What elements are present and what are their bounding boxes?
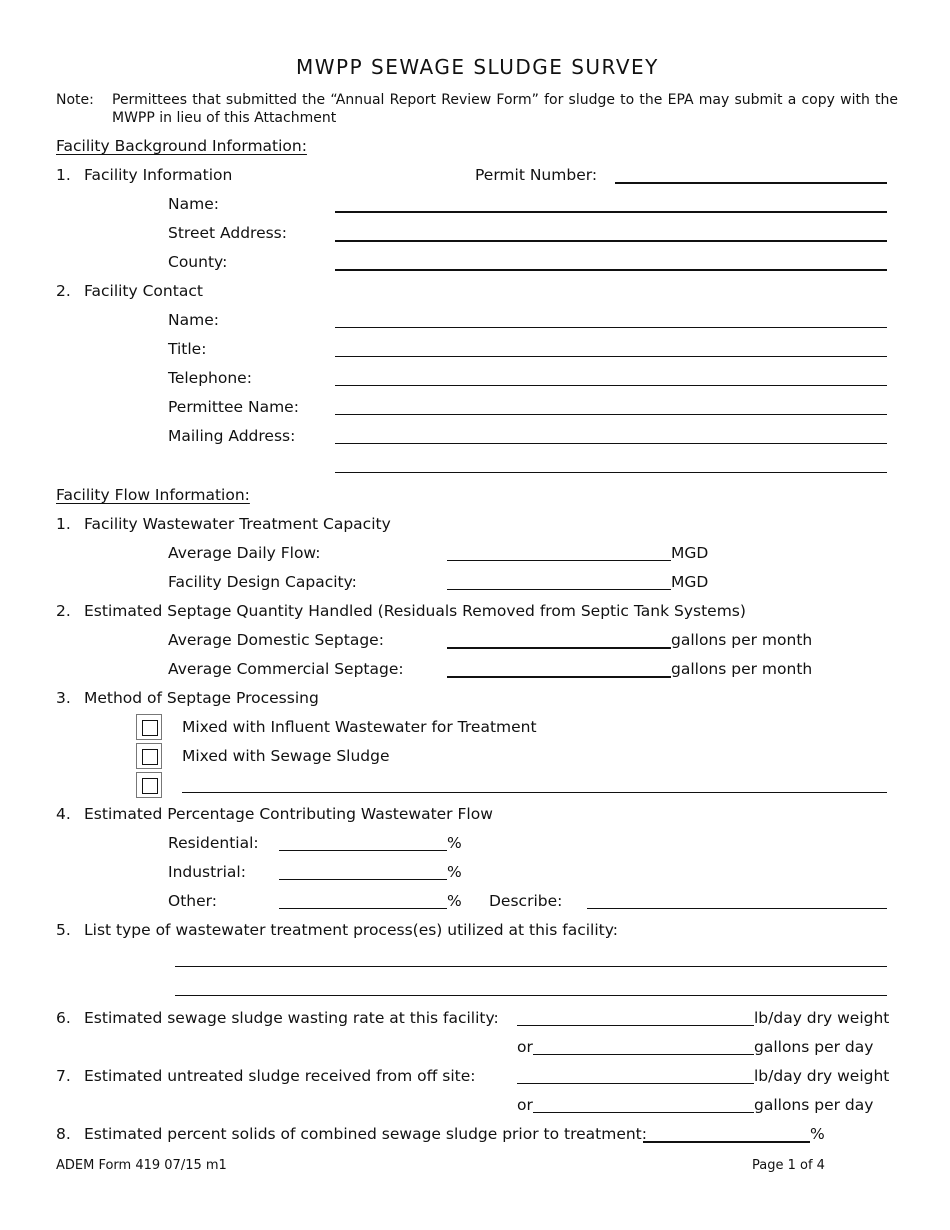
or-label: or <box>517 1038 533 1056</box>
item-number: 3. <box>56 689 71 707</box>
commercial-septage-label: Average Commercial Septage: <box>168 660 404 678</box>
offsite-sludge-volume-field[interactable] <box>533 1112 754 1113</box>
contact-title-field[interactable] <box>335 356 887 357</box>
domestic-septage-field[interactable] <box>447 647 671 649</box>
offsite-sludge-label: Estimated untreated sludge received from off site: <box>84 1067 476 1085</box>
item-number: 8. <box>56 1125 71 1143</box>
percent-sign: % <box>447 834 462 852</box>
lb-per-day-unit: lb/day dry weight <box>754 1009 890 1027</box>
residential-field[interactable] <box>279 850 447 851</box>
treatment-process-field-line1[interactable] <box>175 966 887 967</box>
item-number: 2. <box>56 602 71 620</box>
commercial-septage-field[interactable] <box>447 676 671 678</box>
section-heading-flow: Facility Flow Information: <box>56 486 250 504</box>
percent-solids-label: Estimated percent solids of combined sewage sludge prior to treatment: <box>84 1125 647 1143</box>
percentage-flow-label: Estimated Percentage Contributing Wastewater Flow <box>84 805 493 823</box>
percent-sign: % <box>810 1125 825 1143</box>
lb-per-day-unit: lb/day dry weight <box>754 1067 890 1085</box>
item-number: 4. <box>56 805 71 823</box>
section-heading-background: Facility Background Information: <box>56 137 307 155</box>
mgd-unit: MGD <box>671 573 709 591</box>
industrial-field[interactable] <box>279 879 447 880</box>
street-address-field[interactable] <box>335 240 887 242</box>
contact-name-label: Name: <box>168 311 219 329</box>
design-capacity-label: Facility Design Capacity: <box>168 573 357 591</box>
or-label: or <box>517 1096 533 1114</box>
county-field[interactable] <box>335 269 887 271</box>
design-capacity-field[interactable] <box>447 589 671 590</box>
mailing-address-field-line2[interactable] <box>335 472 887 473</box>
note-label: Note: <box>56 92 94 108</box>
item-number: 1. <box>56 166 71 184</box>
average-daily-flow-label: Average Daily Flow: <box>168 544 321 562</box>
gallons-per-month-unit: gallons per month <box>671 631 813 649</box>
sewage-sludge-option-label: Mixed with Sewage Sludge <box>182 747 390 765</box>
percent-solids-field[interactable] <box>643 1141 810 1143</box>
facility-contact-label: Facility Contact <box>84 282 203 300</box>
item-number: 2. <box>56 282 71 300</box>
describe-field[interactable] <box>587 908 887 909</box>
percent-sign: % <box>447 863 462 881</box>
county-label: County: <box>168 253 228 271</box>
note-text-line1: Permittees that submitted the “Annual Report Review Form” for sludge to the EPA may submit a copy with the <box>112 92 898 108</box>
residential-label: Residential: <box>168 834 259 852</box>
gallons-per-day-unit: gallons per day <box>754 1096 874 1114</box>
street-address-label: Street Address: <box>168 224 287 242</box>
influent-option-label: Mixed with Influent Wastewater for Treatment <box>182 718 537 736</box>
wasting-rate-label: Estimated sewage sludge wasting rate at this facility: <box>84 1009 499 1027</box>
facility-name-field[interactable] <box>335 211 887 213</box>
other-label: Other: <box>168 892 217 910</box>
item-number: 6. <box>56 1009 71 1027</box>
gallons-per-month-unit: gallons per month <box>671 660 813 678</box>
contact-title-label: Title: <box>168 340 207 358</box>
mailing-address-field[interactable] <box>335 443 887 444</box>
treatment-process-field-line2[interactable] <box>175 995 887 996</box>
influent-checkbox[interactable] <box>136 714 162 740</box>
telephone-field[interactable] <box>335 385 887 386</box>
other-method-checkbox[interactable] <box>136 772 162 798</box>
page-title: MWPP SEWAGE SLUDGE SURVEY <box>296 55 659 79</box>
other-percentage-field[interactable] <box>279 908 447 909</box>
treatment-process-label: List type of wastewater treatment process(es) utilized at this facility: <box>84 921 618 939</box>
permittee-name-label: Permittee Name: <box>168 398 299 416</box>
percent-sign: % <box>447 892 462 910</box>
gallons-per-day-unit: gallons per day <box>754 1038 874 1056</box>
mailing-address-label: Mailing Address: <box>168 427 296 445</box>
note-text-line2: MWPP in lieu of this Attachment <box>112 110 337 126</box>
facility-information-label: Facility Information <box>84 166 233 184</box>
septage-quantity-label: Estimated Septage Quantity Handled (Residuals Removed from Septic Tank Systems) <box>84 602 746 620</box>
permit-number-label: Permit Number: <box>475 166 598 184</box>
item-number: 5. <box>56 921 71 939</box>
facility-name-label: Name: <box>168 195 219 213</box>
describe-label: Describe: <box>489 892 563 910</box>
permittee-name-field[interactable] <box>335 414 887 415</box>
wasting-rate-weight-field[interactable] <box>517 1025 754 1026</box>
telephone-label: Telephone: <box>168 369 252 387</box>
mgd-unit: MGD <box>671 544 709 562</box>
average-daily-flow-field[interactable] <box>447 560 671 561</box>
item-number: 1. <box>56 515 71 533</box>
wasting-rate-volume-field[interactable] <box>533 1054 754 1055</box>
sewage-sludge-checkbox[interactable] <box>136 743 162 769</box>
treatment-capacity-label: Facility Wastewater Treatment Capacity <box>84 515 391 533</box>
septage-processing-label: Method of Septage Processing <box>84 689 319 707</box>
item-number: 7. <box>56 1067 71 1085</box>
permit-number-field[interactable] <box>615 182 887 184</box>
domestic-septage-label: Average Domestic Septage: <box>168 631 384 649</box>
industrial-label: Industrial: <box>168 863 246 881</box>
offsite-sludge-weight-field[interactable] <box>517 1083 754 1084</box>
page-number: Page 1 of 4 <box>752 1158 825 1173</box>
form-identifier: ADEM Form 419 07/15 m1 <box>56 1158 227 1173</box>
contact-name-field[interactable] <box>335 327 887 328</box>
other-method-field[interactable] <box>182 792 887 793</box>
